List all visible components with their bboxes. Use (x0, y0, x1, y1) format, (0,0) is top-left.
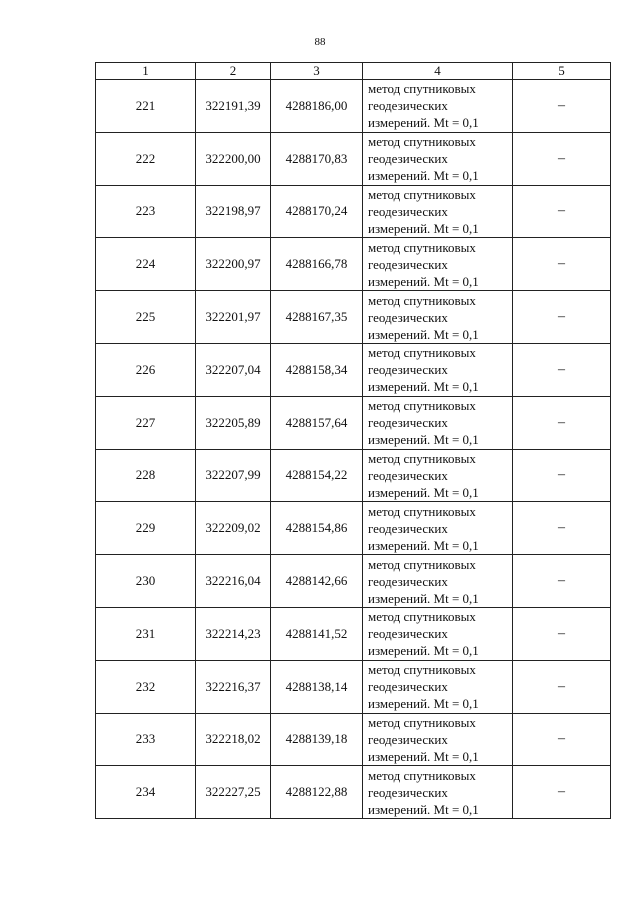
method-line: метод спутниковых (368, 292, 476, 308)
method-line: метод спутниковых (368, 714, 476, 730)
note-cell: – (513, 555, 611, 608)
x-coordinate-cell: 322198,97 (196, 185, 271, 238)
table-header (96, 63, 611, 80)
x-coordinate-cell: 322209,02 (196, 502, 271, 555)
method-line: метод спутниковых (368, 450, 476, 466)
table-row (96, 713, 611, 766)
method-cell (363, 132, 513, 185)
method-line: геодезических (368, 520, 448, 536)
point-number-cell: 225 (96, 291, 196, 344)
method-cell (363, 713, 513, 766)
table-row (96, 502, 611, 555)
point-number-cell: 226 (96, 343, 196, 396)
y-coordinate-cell: 4288157,64 (271, 396, 363, 449)
header-col-3: 3 (271, 63, 363, 80)
method-line: геодезических (368, 731, 448, 747)
x-coordinate-cell: 322200,97 (196, 238, 271, 291)
table-body (96, 80, 611, 819)
x-coordinate-cell: 322207,04 (196, 343, 271, 396)
y-coordinate-cell: 4288122,88 (271, 766, 363, 819)
method-cell (363, 660, 513, 713)
point-number-cell: 229 (96, 502, 196, 555)
x-coordinate-cell: 322216,37 (196, 660, 271, 713)
method-line: измерений. Mt = 0,1 (368, 748, 479, 764)
header-col-5: 5 (513, 63, 611, 80)
method-line: геодезических (368, 784, 448, 800)
method-line: метод спутниковых (368, 503, 476, 519)
table-row (96, 607, 611, 660)
method-line: измерений. Mt = 0,1 (368, 326, 479, 342)
point-number-cell: 228 (96, 449, 196, 502)
y-coordinate-cell: 4288154,22 (271, 449, 363, 502)
method-line: геодезических (368, 467, 448, 483)
method-line: метод спутниковых (368, 662, 476, 678)
point-number-cell: 224 (96, 238, 196, 291)
method-line: метод спутниковых (368, 81, 476, 97)
method-line: геодезических (368, 573, 448, 589)
method-line: геодезических (368, 362, 448, 378)
y-coordinate-cell: 4288186,00 (271, 80, 363, 133)
method-line: геодезических (368, 256, 448, 272)
note-cell: – (513, 238, 611, 291)
note-cell: – (513, 660, 611, 713)
method-line: метод спутниковых (368, 186, 476, 202)
method-cell (363, 343, 513, 396)
x-coordinate-cell: 322207,99 (196, 449, 271, 502)
x-coordinate-cell: 322227,25 (196, 766, 271, 819)
table-row (96, 80, 611, 133)
x-coordinate-cell: 322205,89 (196, 396, 271, 449)
note-cell: – (513, 291, 611, 344)
x-coordinate-cell: 322214,23 (196, 607, 271, 660)
note-cell: – (513, 396, 611, 449)
y-coordinate-cell: 4288142,66 (271, 555, 363, 608)
method-line: измерений. Mt = 0,1 (368, 484, 479, 500)
method-cell (363, 607, 513, 660)
x-coordinate-cell: 322200,00 (196, 132, 271, 185)
method-line: измерений. Mt = 0,1 (368, 643, 479, 659)
method-line: измерений. Mt = 0,1 (368, 432, 479, 448)
table-row (96, 555, 611, 608)
method-line: геодезических (368, 679, 448, 695)
x-coordinate-cell: 322201,97 (196, 291, 271, 344)
method-line: измерений. Mt = 0,1 (368, 379, 479, 395)
method-line: метод спутниковых (368, 556, 476, 572)
method-cell (363, 291, 513, 344)
point-number-cell: 221 (96, 80, 196, 133)
header-col-2: 2 (196, 63, 271, 80)
y-coordinate-cell: 4288170,83 (271, 132, 363, 185)
point-number-cell: 227 (96, 396, 196, 449)
method-cell (363, 396, 513, 449)
point-number-cell: 232 (96, 660, 196, 713)
note-cell: – (513, 132, 611, 185)
y-coordinate-cell: 4288141,52 (271, 607, 363, 660)
method-line: измерений. Mt = 0,1 (368, 168, 479, 184)
note-cell: – (513, 766, 611, 819)
note-cell: – (513, 185, 611, 238)
table-row (96, 660, 611, 713)
method-line: геодезических (368, 309, 448, 325)
table-row (96, 238, 611, 291)
method-cell (363, 80, 513, 133)
method-line: метод спутниковых (368, 398, 476, 414)
method-line: метод спутниковых (368, 239, 476, 255)
method-line: геодезических (368, 151, 448, 167)
method-line: измерений. Mt = 0,1 (368, 273, 479, 289)
y-coordinate-cell: 4288166,78 (271, 238, 363, 291)
method-line: геодезических (368, 203, 448, 219)
y-coordinate-cell: 4288139,18 (271, 713, 363, 766)
y-coordinate-cell: 4288170,24 (271, 185, 363, 238)
y-coordinate-cell: 4288158,34 (271, 343, 363, 396)
point-number-cell: 233 (96, 713, 196, 766)
note-cell: – (513, 713, 611, 766)
method-line: геодезических (368, 626, 448, 642)
header-col-4: 4 (363, 63, 513, 80)
method-line: метод спутниковых (368, 134, 476, 150)
page-number: 88 (314, 36, 326, 48)
method-line: измерений. Mt = 0,1 (368, 115, 479, 131)
method-line: измерений. Mt = 0,1 (368, 696, 479, 712)
x-coordinate-cell: 322216,04 (196, 555, 271, 608)
method-line: геодезических (368, 415, 448, 431)
note-cell: – (513, 607, 611, 660)
point-number-cell: 230 (96, 555, 196, 608)
table-row (96, 291, 611, 344)
note-cell: – (513, 343, 611, 396)
x-coordinate-cell: 322218,02 (196, 713, 271, 766)
method-line: метод спутниковых (368, 609, 476, 625)
point-number-cell: 234 (96, 766, 196, 819)
method-line: метод спутниковых (368, 345, 476, 361)
method-cell (363, 502, 513, 555)
method-cell (363, 238, 513, 291)
header-row (96, 63, 611, 80)
method-cell (363, 185, 513, 238)
point-number-cell: 222 (96, 132, 196, 185)
table-row (96, 396, 611, 449)
method-line: метод спутниковых (368, 767, 476, 783)
table-row (96, 185, 611, 238)
method-line: измерений. Mt = 0,1 (368, 220, 479, 236)
table-row (96, 132, 611, 185)
method-cell (363, 449, 513, 502)
note-cell: – (513, 449, 611, 502)
table-row (96, 449, 611, 502)
header-col-1: 1 (96, 63, 196, 80)
point-number-cell: 231 (96, 607, 196, 660)
method-cell (363, 766, 513, 819)
method-line: измерений. Mt = 0,1 (368, 590, 479, 606)
method-line: геодезических (368, 98, 448, 114)
note-cell: – (513, 502, 611, 555)
table-row (96, 343, 611, 396)
method-line: измерений. Mt = 0,1 (368, 801, 479, 817)
method-line: измерений. Mt = 0,1 (368, 537, 479, 553)
method-cell (363, 555, 513, 608)
point-number-cell: 223 (96, 185, 196, 238)
y-coordinate-cell: 4288154,86 (271, 502, 363, 555)
y-coordinate-cell: 4288138,14 (271, 660, 363, 713)
x-coordinate-cell: 322191,39 (196, 80, 271, 133)
table-row (96, 766, 611, 819)
coordinates-table (95, 62, 611, 819)
y-coordinate-cell: 4288167,35 (271, 291, 363, 344)
note-cell: – (513, 80, 611, 133)
